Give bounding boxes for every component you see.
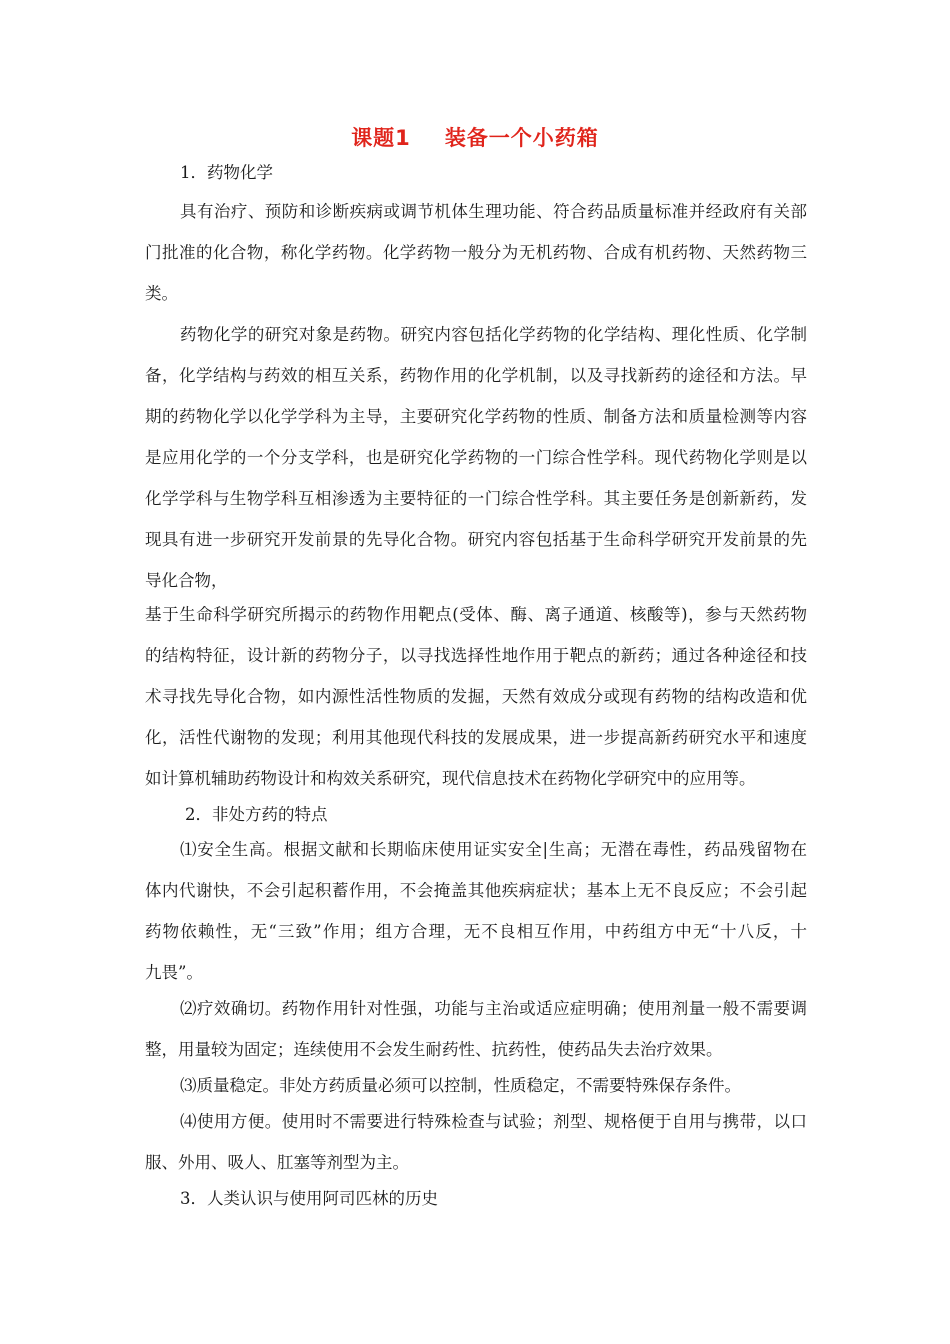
heading-aspirin-history: 3．人类认识与使用阿司匹林的历史 [180,1189,438,1208]
paragraph-line: 术寻找先导化合物，如内源性活性物质的发掘，天然有效成分或现有药物的结构改造和优 [145,687,807,706]
paragraph-line: ⑴安全生高。根据文献和长期临床使用证实安全|生高；无潜在毒性，药品残留物在 [180,840,807,859]
paragraph-line: 的结构特征，设计新的药物分子，以寻找选择性地作用于靶点的新药；通过各种途径和技 [145,646,807,665]
heading-medicinal-chemistry: 1．药物化学 [180,163,273,182]
paragraph-line: 期的药物化学以化学学科为主导，主要研究化学药物的性质、制备方法和质量检测等内容 [145,407,807,426]
paragraph-line: 导化合物， [145,571,228,590]
paragraph-line: 门批准的化合物，称化学药物。化学药物一般分为无机药物、合成有机药物、天然药物三 [145,243,807,262]
paragraph-line: 药物化学的研究对象是药物。研究内容包括化学药物的化学结构、理化性质、化学制 [180,325,807,344]
title-lesson-number: 课题1 [351,126,411,150]
heading-otc-features: 2．非处方药的特点 [185,805,328,824]
paragraph-line: 服、外用、吸人、肛塞等剂型为主。 [145,1153,409,1172]
paragraph-line: 备，化学结构与药效的相互关系，药物作用的化学机制，以及寻找新药的途径和方法。早 [145,366,807,385]
paragraph-line: ⑵疗效确切。药物作用针对性强，功能与主治或适应症明确；使用剂量一般不需要调 [180,999,807,1018]
paragraph-line: 化，活性代谢物的发现；利用其他现代科技的发展成果，进一步提高新药研究水平和速度 [145,728,807,747]
paragraph-line: 如计算机辅助药物设计和构效关系研究，现代信息技术在药物化学研究中的应用等。 [145,769,756,788]
paragraph-line: ⑷使用方便。使用时不需要进行特殊检查与试验；剂型、规格便于自用与携带，以口 [180,1112,807,1131]
paragraph-line: 现具有进一步研究开发前景的先导化合物。研究内容包括基于生命科学研究开发前景的先 [145,530,807,549]
paragraph-line: 基于生命科学研究所揭示的药物作用靶点(受体、酶、离子通道、核酸等)，参与天然药物 [145,605,807,624]
paragraph-line: 化学学科与生物学科互相渗透为主要特征的一门综合性学科。其主要任务是创新新药，发 [145,489,807,508]
paragraph-line: 九畏”。 [145,963,203,982]
paragraph-line: 具有治疗、预防和诊断疾病或调节机体生理功能、符合药品质量标准并经政府有关部 [180,202,807,221]
paragraph-line: 是应用化学的一个分支学科，也是研究化学药物的一门综合性学科。现代药物化学则是以 [145,448,807,467]
paragraph-line: ⑶质量稳定。非处方药质量必须可以控制，性质稳定，不需要特殊保存条件。 [180,1076,741,1095]
paragraph-line: 体内代谢快，不会引起积蓄作用，不会掩盖其他疾病症状；基本上无不良反应；不会引起 [145,881,807,900]
title-lesson-name: 装备一个小药箱 [444,126,599,150]
document-title [0,122,950,152]
paragraph-line: 药物依赖性，无“三致”作用；组方合理，无不良相互作用，中药组方中无“十八反，十 [145,922,807,941]
paragraph-line: 整，用量较为固定；连续使用不会发生耐药性、抗药性，使药品失去治疗效果。 [145,1040,723,1059]
paragraph-line: 类。 [145,284,178,303]
